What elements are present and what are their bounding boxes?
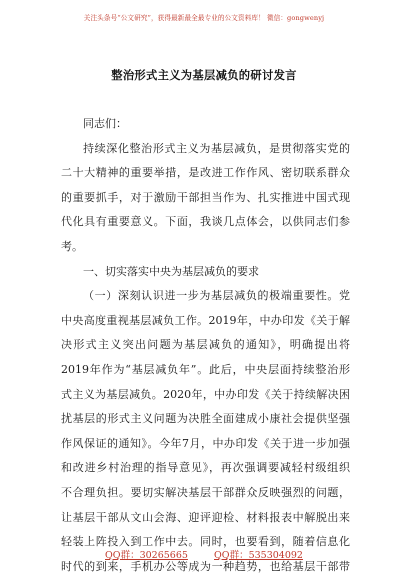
banner-text: 关注头条号“公文研究”，获得最新最全最专业的公文资料库！ 微信：gongwenyj [83, 14, 325, 22]
document-body [61, 112, 350, 579]
body-line: 二十大精神的重要举措，是改进工作作风、密切联系群众 [61, 166, 350, 180]
body-line: （一）深刻认识进一步为基层减负的极端重要性。党 [83, 289, 350, 303]
body-line: 考。 [61, 239, 83, 253]
body-line: 让基层干部从文山会海、迎评迎检、材料报表中解脱出来 [61, 510, 350, 524]
top-banner [0, 12, 408, 22]
body-line: 式主义为基层减负。2020年，中办印发《关于持续解决困 [61, 387, 350, 401]
body-line: 2019年作为“基层减负年”。此后，中央层面持续整治形 [61, 362, 350, 376]
qq-group-link-2[interactable]: QQ群：535304092 [214, 550, 303, 561]
body-line: 的重要抓手，对于激励干部担当作为、扎实推进中国式现 [61, 190, 350, 204]
document-title: 整治形式主义为基层减负的研讨发言 [111, 68, 297, 82]
qq-group-link-1[interactable]: QQ群：30265665 [105, 550, 188, 561]
body-line: 扰基层的形式主义问题为决胜全面建成小康社会提供坚强 [61, 412, 350, 426]
body-line: 持续深化整治形式主义为基层减负，是贯彻落实党的 [83, 141, 350, 155]
body-line: 作风保证的通知》。今年7月，中办印发《关于进一步加强 [61, 436, 350, 450]
body-line: 同志们： [83, 117, 127, 130]
footer [0, 547, 408, 561]
body-line: 决形式主义突出问题为基层减负的通知》，明确提出将 [61, 338, 350, 352]
body-line: 时代的到来，手机办公等成为一种趋势，也给基层干部带 [61, 559, 350, 573]
body-line: 和改进乡村治理的指导意见》，再次强调要减轻村级组织 [61, 461, 350, 475]
body-line: 一、切实落实中央为基层减负的要求 [83, 264, 259, 278]
body-line: 中央高度重视基层减负工作。2019年，中办印发《关于解 [61, 313, 350, 327]
body-line: 代化具有重要意义。下面，我谈几点体会，以供同志们参 [61, 215, 350, 229]
body-line: 轻装上阵投入到工作中去。同时，也要看到，随着信息化 [61, 535, 350, 549]
body-line: 不合理负担。要切实解决基层干部群众反映强烈的问题， [61, 485, 350, 499]
